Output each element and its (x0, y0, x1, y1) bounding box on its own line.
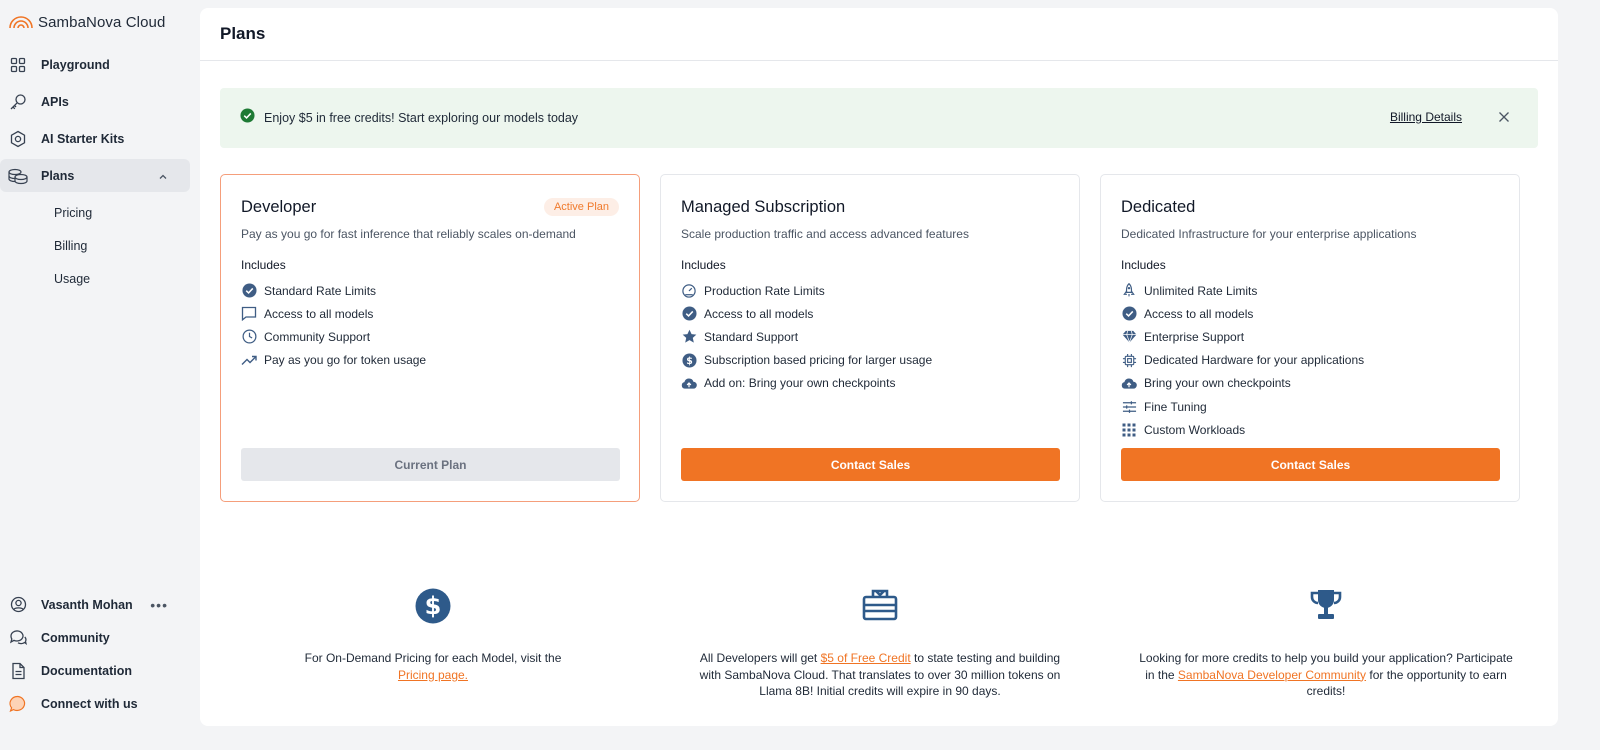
banner-text: Enjoy $5 in free credits! Start exploring our models today (264, 111, 579, 125)
plan-card-developer (220, 174, 640, 502)
feature-text: Fine Tuning (1144, 399, 1207, 414)
user-icon (8, 595, 28, 615)
feature-item (681, 372, 1059, 395)
includes-label: Includes (1121, 258, 1166, 272)
sidebar-item-plans[interactable] (0, 159, 190, 192)
bubble-icon (8, 694, 28, 714)
sidebar (0, 0, 200, 750)
check-circle-icon (1121, 306, 1137, 322)
feature-text: Access to all models (704, 306, 814, 321)
sidebar-item-community[interactable] (0, 621, 190, 654)
feature-text: Community Support (264, 329, 371, 344)
check-circle-icon (240, 108, 255, 128)
document-icon (8, 661, 28, 681)
includes-label: Includes (241, 258, 286, 272)
sidebar-item-documentation[interactable] (0, 654, 190, 687)
apps-grid-icon (1121, 422, 1137, 438)
plan-title: Developer (241, 198, 317, 216)
plan-description: Scale production traffic and access advanced features (681, 227, 969, 241)
dollar-circle-icon (681, 352, 697, 368)
plan-cards (220, 174, 1520, 502)
feature-text: Production Rate Limits (704, 283, 825, 298)
cloud-upload-icon (1121, 375, 1137, 391)
sidebar-item-label: Connect with us (41, 696, 138, 711)
more-options-icon[interactable]: ••• (150, 597, 168, 613)
sidebar-item-label: Community (41, 630, 110, 645)
feature-text: Access to all models (264, 306, 374, 321)
info-text-post: for the opportunity to earn credits! (1306, 667, 1507, 698)
info-text-pre: All Developers will get (699, 651, 818, 665)
feature-item (241, 302, 619, 325)
feature-text: Access to all models (1144, 306, 1254, 321)
plan-title: Dedicated (1121, 198, 1196, 216)
plan-card-managed-subscription (660, 174, 1080, 502)
cloud-upload-icon (681, 375, 697, 391)
info-section (220, 588, 1540, 726)
dollar-circle-icon (243, 588, 623, 628)
feature-text: Standard Support (704, 329, 799, 344)
feature-text: Enterprise Support (1144, 329, 1245, 344)
feature-text: Subscription based pricing for larger usage (704, 353, 933, 368)
info-text-pre: For On-Demand Pricing for each Model, visit the (304, 651, 562, 665)
feature-item (681, 279, 1059, 302)
sidebar-item-connect[interactable] (0, 687, 190, 720)
contact-sales-button[interactable]: Contact Sales (681, 448, 1060, 481)
feature-text: Custom Workloads (1144, 422, 1246, 437)
credits-banner (220, 88, 1538, 148)
logo[interactable] (8, 12, 165, 32)
billing-details-link[interactable]: Billing Details (1389, 110, 1462, 124)
current-plan-button[interactable]: Current Plan (241, 448, 620, 481)
feature-item (1121, 302, 1499, 325)
chip-icon (1121, 352, 1137, 368)
page-title: Plans (220, 24, 266, 43)
feature-item (1121, 279, 1499, 302)
plan-card-dedicated (1100, 174, 1520, 502)
sidebar-item-apis[interactable] (0, 85, 190, 118)
close-icon[interactable] (1498, 110, 1510, 128)
sidebar-item-label: Playground (41, 57, 110, 72)
check-circle-icon (241, 283, 257, 299)
pricing-page-link[interactable]: Pricing page. (397, 667, 469, 682)
gift-card-icon (690, 588, 1070, 628)
hexagon-icon (8, 129, 28, 149)
sidebar-nav (0, 48, 190, 295)
feature-text: Add on: Bring your own checkpoints (704, 376, 896, 391)
contact-sales-button[interactable]: Contact Sales (1121, 448, 1500, 481)
info-text (690, 650, 1070, 700)
chevron-up-icon[interactable] (158, 169, 168, 187)
includes-label: Includes (681, 258, 726, 272)
feature-item (1121, 372, 1499, 395)
rocket-icon (1121, 283, 1137, 299)
sidebar-bottom-nav (0, 588, 190, 720)
feature-list (681, 279, 1059, 395)
feature-item (1121, 395, 1499, 418)
info-free-credit (690, 588, 1070, 700)
trophy-icon (1136, 588, 1516, 628)
feature-item (1121, 418, 1499, 441)
coins-icon (8, 166, 28, 186)
plan-title: Managed Subscription (681, 198, 846, 216)
feature-text: Dedicated Hardware for your applications (1144, 353, 1365, 368)
plan-description: Dedicated Infrastructure for your enterprise applications (1121, 227, 1417, 241)
info-text-pre: Looking for more credits to help you build your application? Participate in the (1139, 651, 1513, 682)
feature-text: Pay as you go for token usage (264, 353, 427, 368)
diamond-icon (1121, 329, 1137, 345)
feature-item (681, 302, 1059, 325)
svg-text:$: $ (685, 355, 693, 367)
info-pricing (243, 588, 623, 683)
developer-community-link[interactable]: SambaNova Developer Community (1177, 667, 1367, 682)
sidebar-item-label: AI Starter Kits (41, 131, 125, 146)
speedometer-icon (681, 283, 697, 299)
sidebar-subitem-usage[interactable]: Usage (54, 271, 91, 286)
feature-text: Unlimited Rate Limits (1144, 283, 1258, 298)
sidebar-subitem-pricing[interactable]: Pricing (54, 205, 93, 220)
feature-item (1121, 349, 1499, 372)
grid-icon (8, 55, 28, 75)
feature-item (241, 279, 619, 302)
sidebar-item-label: APIs (41, 94, 69, 109)
free-credit-link[interactable]: $5 of Free Credit (820, 651, 911, 665)
feature-text: Bring your own checkpoints (1144, 376, 1291, 391)
chat-icon (8, 628, 28, 648)
page-header (200, 8, 1558, 61)
sambanova-logo-icon (8, 15, 34, 29)
info-text-post: to state testing and building with SambaNova Cloud. That translates to over 30 million tokens on Llama 8B! Initial credits will expire in 90 days. (699, 651, 1061, 698)
sidebar-item-label: Documentation (41, 663, 132, 678)
main-panel (200, 8, 1558, 726)
sliders-icon (1121, 399, 1137, 415)
star-icon (681, 329, 697, 345)
feature-item (681, 349, 1059, 372)
feature-list (1121, 279, 1499, 441)
trending-up-icon (241, 352, 257, 368)
active-plan-badge: Active Plan (544, 198, 619, 216)
plan-description: Pay as you go for fast inference that reliably scales on-demand (241, 227, 576, 241)
logo-text: SambaNova Cloud (38, 13, 166, 31)
feature-item (241, 349, 619, 372)
feature-list (241, 279, 619, 372)
info-community (1136, 588, 1516, 700)
user-name: Vasanth Mohan (41, 597, 133, 612)
sidebar-item-label: Plans (41, 168, 75, 183)
sidebar-subitem-billing[interactable]: Billing (54, 238, 88, 253)
message-icon (241, 306, 257, 322)
feature-item (1121, 325, 1499, 348)
key-icon (8, 92, 28, 112)
sidebar-item-playground[interactable] (0, 48, 190, 81)
feature-item (241, 325, 619, 348)
clock-icon (241, 329, 257, 345)
sidebar-item-user[interactable] (0, 588, 190, 621)
info-text (1136, 650, 1516, 700)
feature-text: Standard Rate Limits (264, 283, 377, 298)
svg-text:$: $ (424, 592, 442, 620)
info-text (243, 650, 623, 683)
feature-item (681, 325, 1059, 348)
check-circle-icon (681, 306, 697, 322)
sidebar-item-ai-starter-kits[interactable] (0, 122, 190, 155)
